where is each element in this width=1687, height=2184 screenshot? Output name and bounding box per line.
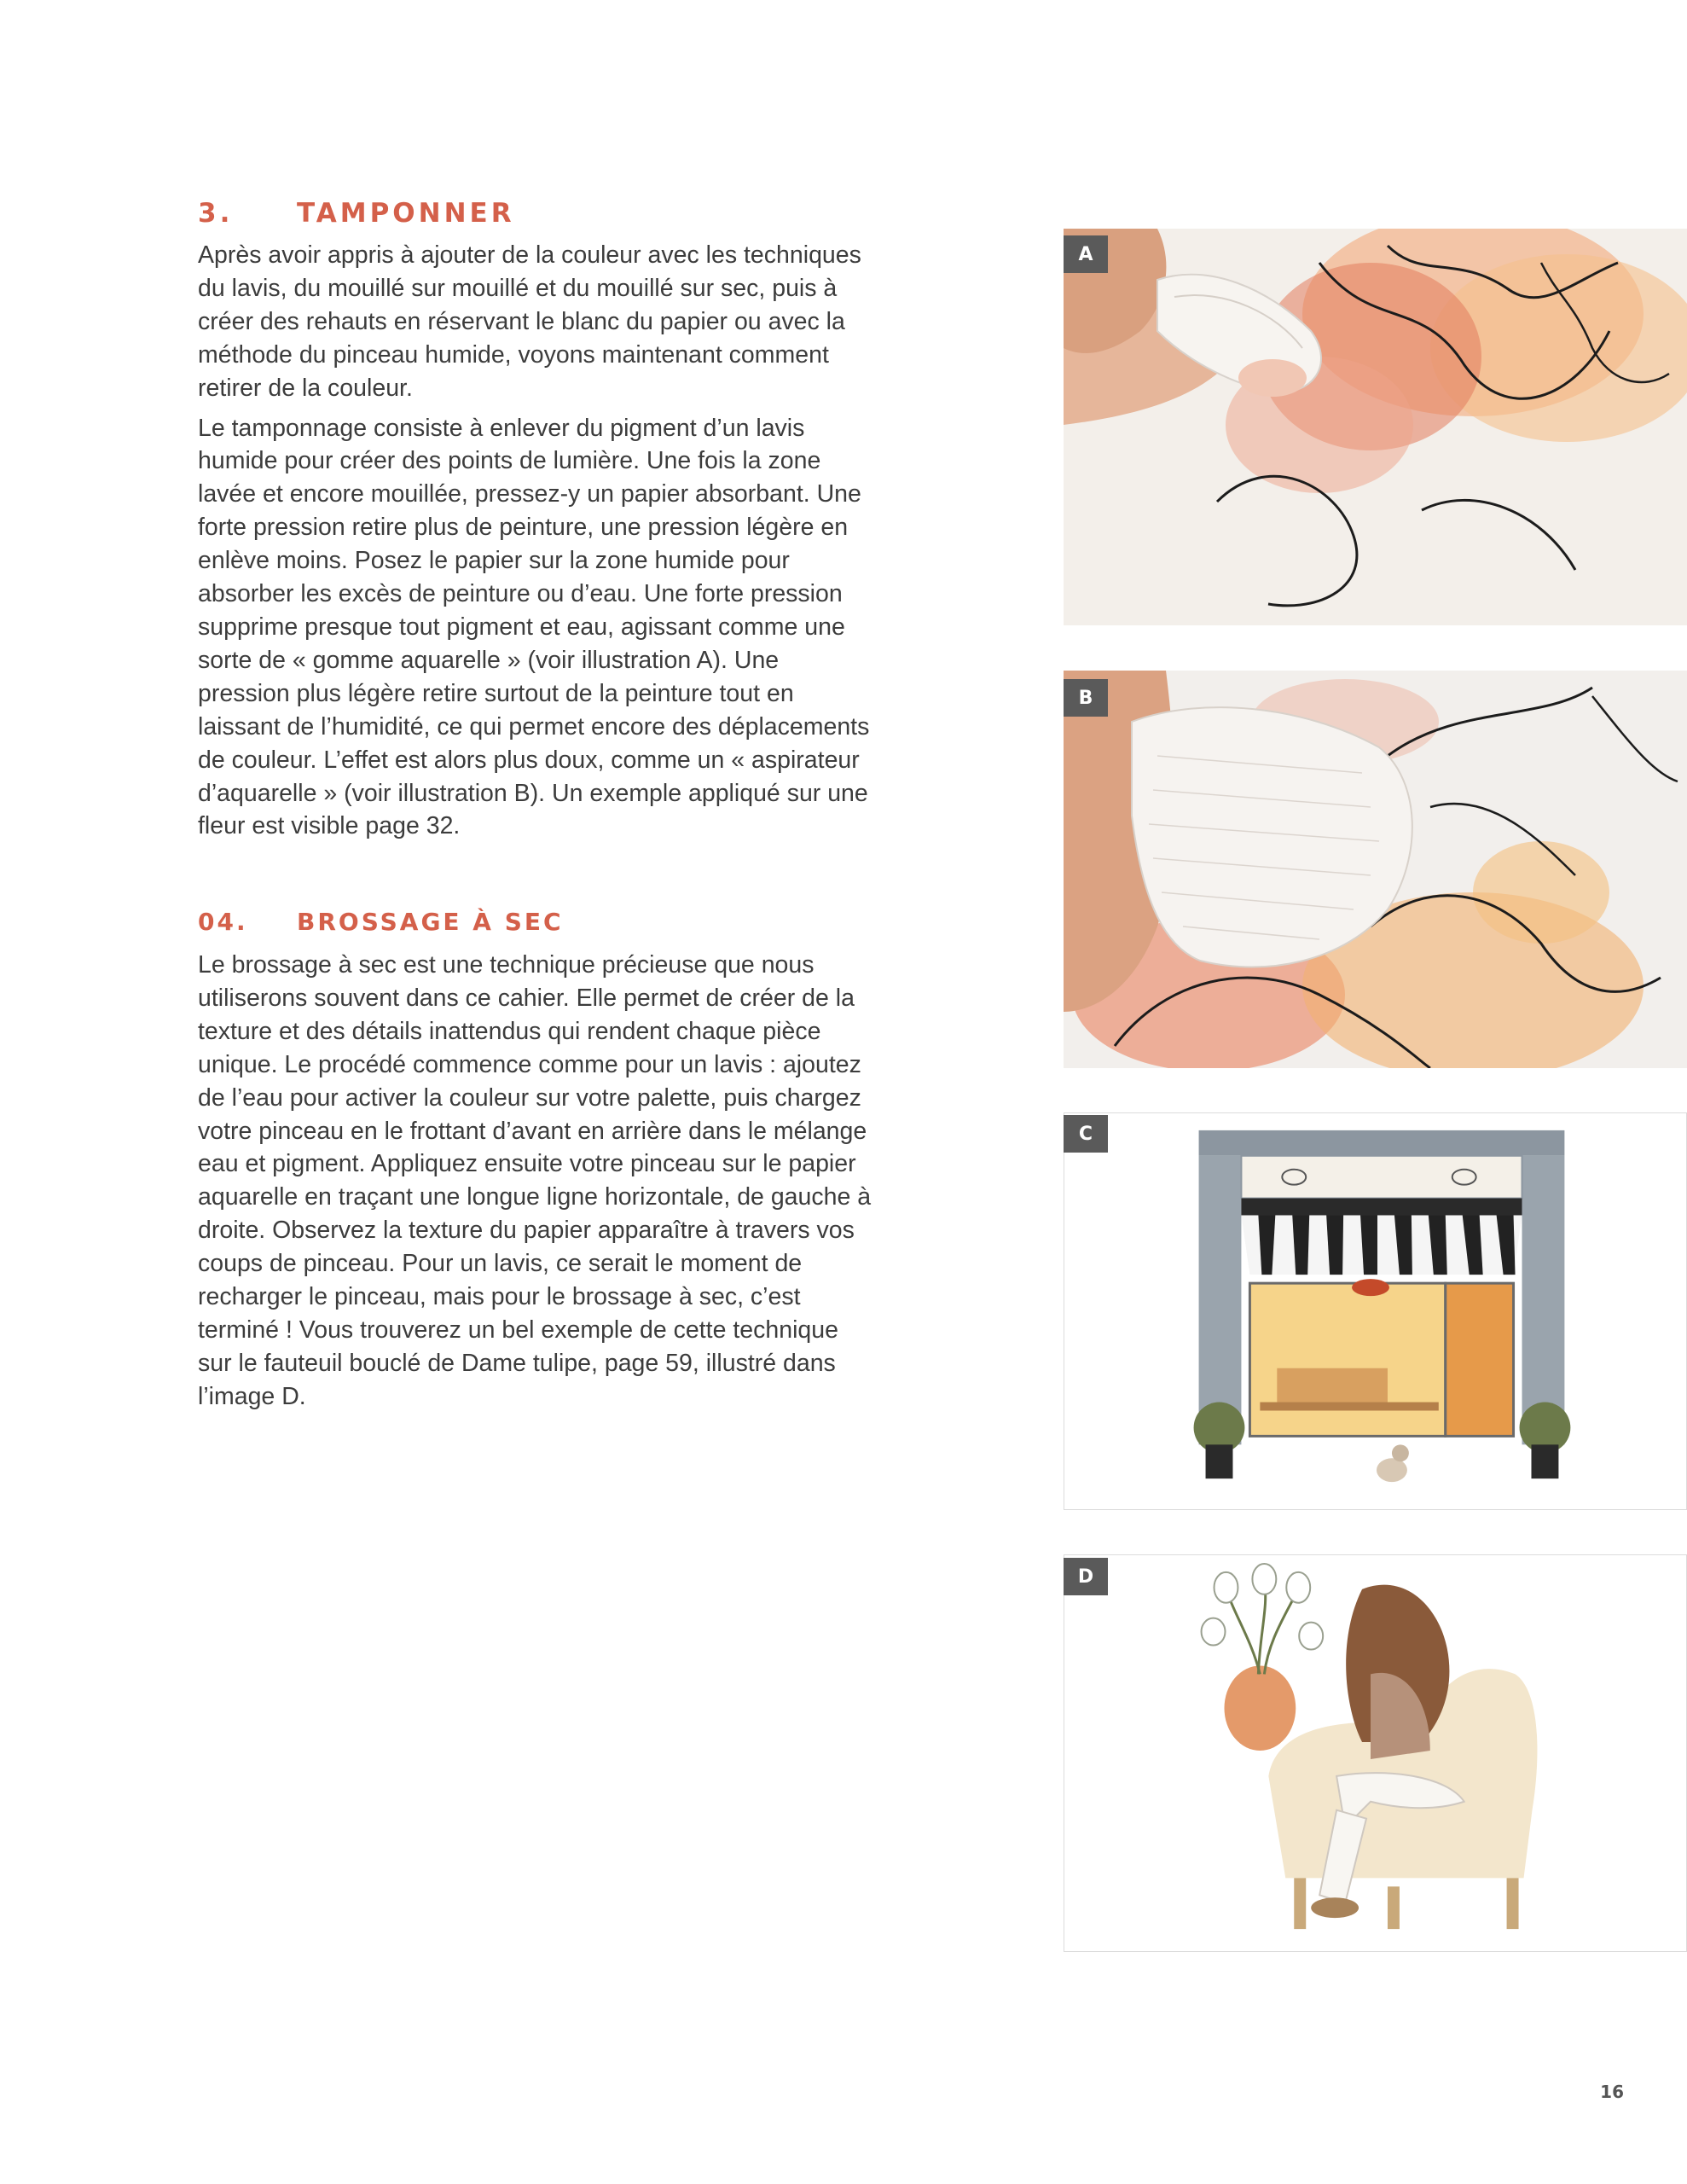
section-heading-tamponner (198, 198, 515, 229)
section-title: BROSSAGE À SEC (297, 908, 564, 936)
section-heading-brossage (198, 908, 564, 936)
paragraph: Le tamponnage consiste à enlever du pigment d’un lavis humide pour créer des points de lumière. Une fois la zone lavée et encore mouillée, pressez-y un papier absorbant. Une forte pression retire plus de peinture, une pression légère en enlève moins. Posez le papier sur la zone humide pour absorber les excès de peinture ou d’eau. Une forte pression supprime presque tout pigment et eau, agissant comme une sorte de « gomme aquarelle » (voir illustration A). Une pression plus légère retire surtout de la peinture tout en laissant de l’humidité, ce qui permet encore des déplacements de couleur. L’effet est alors plus doux, comme un « aspirateur d’aquarelle » (voir illustration B). Un exemple appliqué sur une fleur est visible page 32. (198, 414, 870, 840)
figure-label-b: B (1064, 679, 1108, 717)
section-number: 3. (198, 198, 234, 229)
figure-label-c: C (1064, 1115, 1108, 1153)
section-title: TAMPONNER (297, 198, 515, 229)
section-body-brossage (198, 949, 872, 1414)
figure-b-photo (1064, 671, 1687, 1068)
section-body-tamponner (198, 239, 872, 843)
figure-c-illustration (1064, 1112, 1687, 1510)
paragraph: Le brossage à sec est une technique précieuse que nous utiliserons souvent dans ce cahier. Elle permet de créer de la texture et des détails inattendus qui rendent chaque pièce unique. Le procédé commence comme pour un lavis : ajoutez de l’eau pour activer la couleur sur votre palette, puis chargez votre pinceau en le frottant d’avant en arrière dans le mélange eau et pigment. Appliquez ensuite votre pinceau sur le papier aquarelle en traçant une longue ligne horizontale, de gauche à droite. Observez la texture du papier apparaître à travers vos coups de pinceau. Pour un lavis, ce serait le moment de recharger le pinceau, mais pour le brossage à sec, c’est terminé ! Vous trouverez un bel exemple de cette technique sur le fauteuil bouclé de Dame tulipe, page 59, illustré dans l’image D. (198, 951, 872, 1410)
page-number: 16 (1600, 2082, 1624, 2102)
figure-d-illustration (1064, 1554, 1687, 1952)
section-number: 04. (198, 908, 248, 936)
figure-label-a: A (1064, 235, 1108, 273)
paragraph: Après avoir appris à ajouter de la couleur avec les techniques du lavis, du mouillé sur mouillé et du mouillé sur sec, puis à créer des rehauts en réservant le blanc du papier ou avec la méthode du pinceau humide, voyons maintenant comment retirer de la couleur. (198, 241, 861, 402)
figure-label-d: D (1064, 1558, 1108, 1595)
figure-a-photo (1064, 229, 1687, 625)
